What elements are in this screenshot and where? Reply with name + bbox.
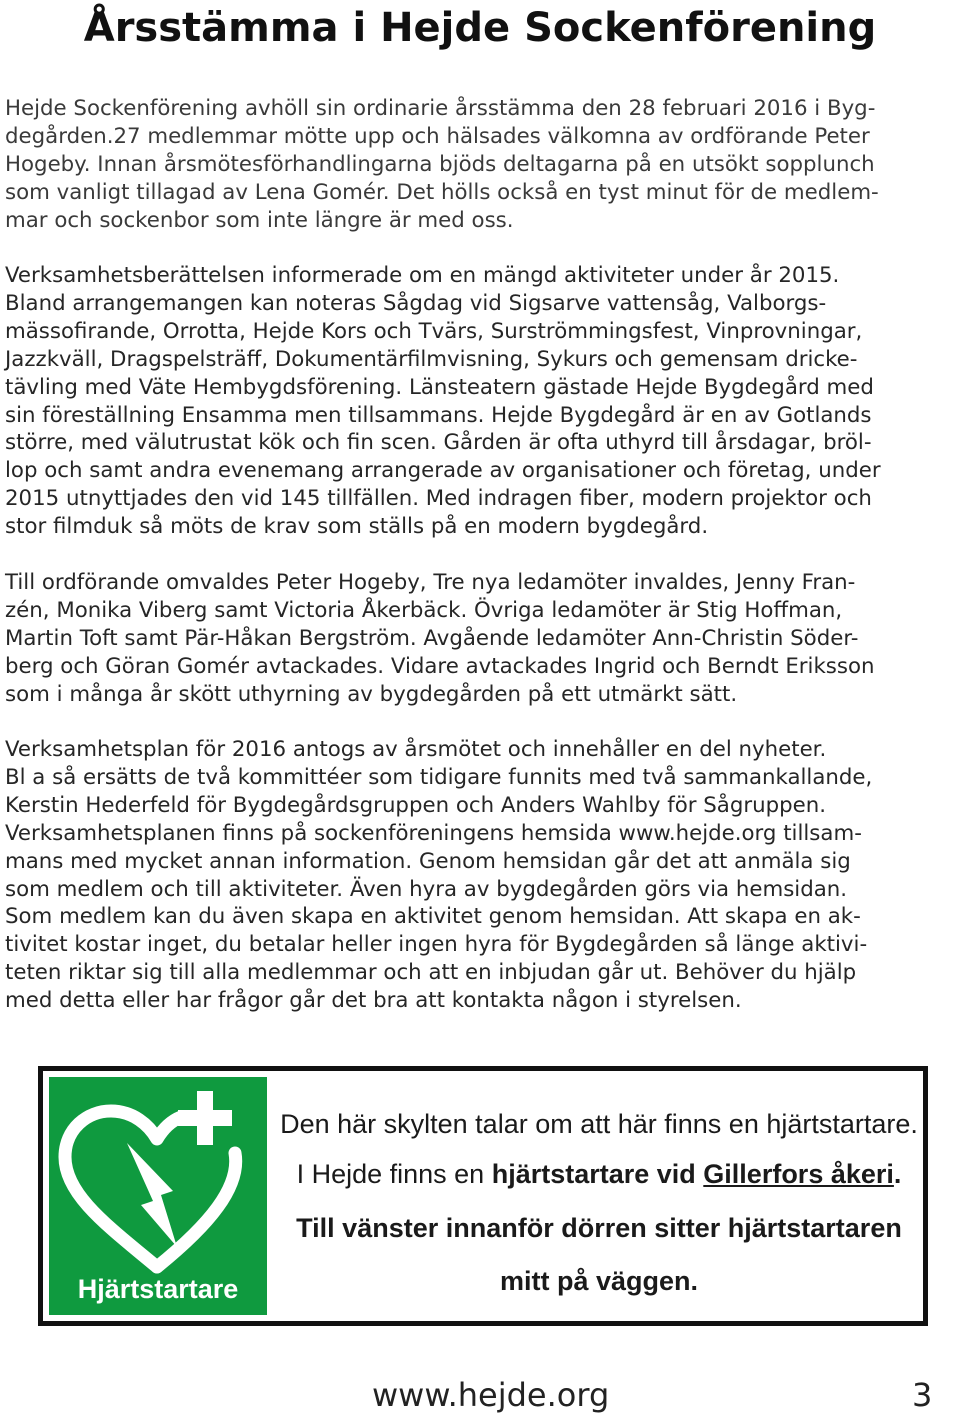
text-line: mar och sockenbor som inte längre är med oss. (5, 207, 514, 233)
sign-line-2-location: Gillerfors åkeri (703, 1159, 894, 1189)
text-line: Bl a så ersätts de två kommittéer som tidigare funnits med två sammankallande, (5, 764, 873, 790)
text-line: stor filmduk så möts de krav som ställs på en modern bygdegård. (5, 514, 709, 540)
text-line: Bland arrangemangen kan noteras Sågdag vid Sigsarve vattensåg, Valborgs- (5, 290, 827, 316)
paragraph-intro (5, 95, 957, 235)
text-line: mans med mycket annan information. Genom hemsidan går det att anmäla sig (5, 848, 851, 874)
sign-green-panel (49, 1077, 267, 1315)
text-line: tivitet kostar inget, du betalar heller ingen hyra för Bygdegården så länge aktivi- (5, 932, 868, 958)
paragraph-plan (5, 736, 957, 1015)
text-line: Hogeby. Innan årsmötesförhandlingarna bjöds deltagarna på en utsökt sopplunch (5, 151, 875, 177)
text-line: som i många år skött uthyrning av bygdegården på ett utmärkt sätt. (5, 681, 738, 707)
sign-line-2-prefix: I Hejde finns en (296, 1159, 492, 1189)
sign-line-2-bold: hjärtstartare vid (491, 1159, 704, 1189)
sign-panel-label: Hjärtstartare (77, 1274, 239, 1304)
sign-line-4: mitt på väggen. (499, 1266, 699, 1296)
article-title: Årsstämma i Hejde Sockenförening (83, 5, 877, 51)
text-line: som vanligt tillagad av Lena Gomér. Det hölls också en tyst minut för de medlem- (5, 179, 879, 205)
text-line: teten riktar sig till alla medlemmar och att en inbjudan går ut. Behöver du hjälp (5, 960, 857, 986)
sign-line-2 (279, 1157, 919, 1191)
text-line: med detta eller har frågor går det bra att kontakta någon i styrelsen. (5, 988, 742, 1014)
lightning-icon (127, 1143, 177, 1247)
paragraph-activities (5, 262, 957, 541)
text-line: lop och samt andra evenemang arrangerade av organisationer och företag, under (5, 458, 881, 484)
sign-line-1: Den här skylten talar om att här finns en hjärtstartare. (280, 1109, 918, 1139)
text-line: som medlem och till aktiviteter. Även hyra av bygdegården görs via hemsidan. (5, 876, 848, 902)
text-line: Verksamhetsplan för 2016 antogs av årsmötet och innehåller en del nyheter. (5, 737, 827, 762)
text-line: mässofirande, Orrotta, Hejde Kors och Tvärs, Surströmmingsfest, Vinprovningar, (5, 318, 863, 344)
text-line: zén, Monika Viberg samt Victoria Åkerbäck. Övriga ledamöter är Stig Hoffman, (5, 597, 843, 623)
sign-line-2-suffix: . (893, 1159, 902, 1189)
text-line: Kerstin Hederfeld för Bygdegårdsgruppen och Anders Wahlby för Sågruppen. (5, 792, 827, 818)
page-number: 3 (912, 1376, 933, 1414)
text-line: Jazzkväll, Dragspelsträff, Dokumentärfilmvisning, Sykurs och gemensam dricke- (5, 346, 858, 372)
sign-line-3: Till vänster innanför dörren sitter hjärtstartaren (296, 1213, 902, 1243)
text-line: tävling med Väte Hembygdsförening. Länsteatern gästade Hejde Bygdegård med (5, 374, 874, 400)
text-line: Verksamhetsplanen finns på sockenföreningens hemsida www.hejde.org tillsam- (5, 820, 862, 846)
text-line: Martin Toft samt Pär-Håkan Bergström. Avgående ledamöter Ann-Christin Söder- (5, 625, 859, 651)
text-line: Hejde Sockenförening avhöll sin ordinarie årsstämma den 28 februari 2016 i Byg- (5, 96, 876, 121)
text-line: större, med välutrustat kök och fin scen. Gården är ofta uthyrd till årsdagar, bröl- (5, 430, 872, 456)
paragraph-board (5, 569, 957, 709)
text-line: Verksamhetsberättelsen informerade om en mängd aktiviteter under år 2015. (5, 263, 840, 288)
text-line: degården.27 medlemmar mötte upp och hälsades välkomna av ordförande Peter (5, 123, 870, 149)
text-line: berg och Göran Gomér avtackades. Vidare avtackades Ingrid och Berndt Eriksson (5, 653, 875, 679)
text-line: 2015 utnyttjades den vid 145 tillfällen. Med indragen fiber, modern projektor och (5, 486, 872, 512)
text-line: sin föreställning Ensamma men tillsammans. Hejde Bygdegård är en av Gotlands (5, 402, 872, 428)
text-line: Som medlem kan du även skapa en aktivitet genom hemsidan. Att skapa en ak- (5, 904, 861, 930)
footer-website-link[interactable]: www.hejde.org (372, 1376, 610, 1414)
defibrillator-sign (38, 1066, 928, 1326)
text-line: Till ordförande omvaldes Peter Hogeby, Tre nya ledamöter invaldes, Jenny Fran- (5, 570, 856, 595)
